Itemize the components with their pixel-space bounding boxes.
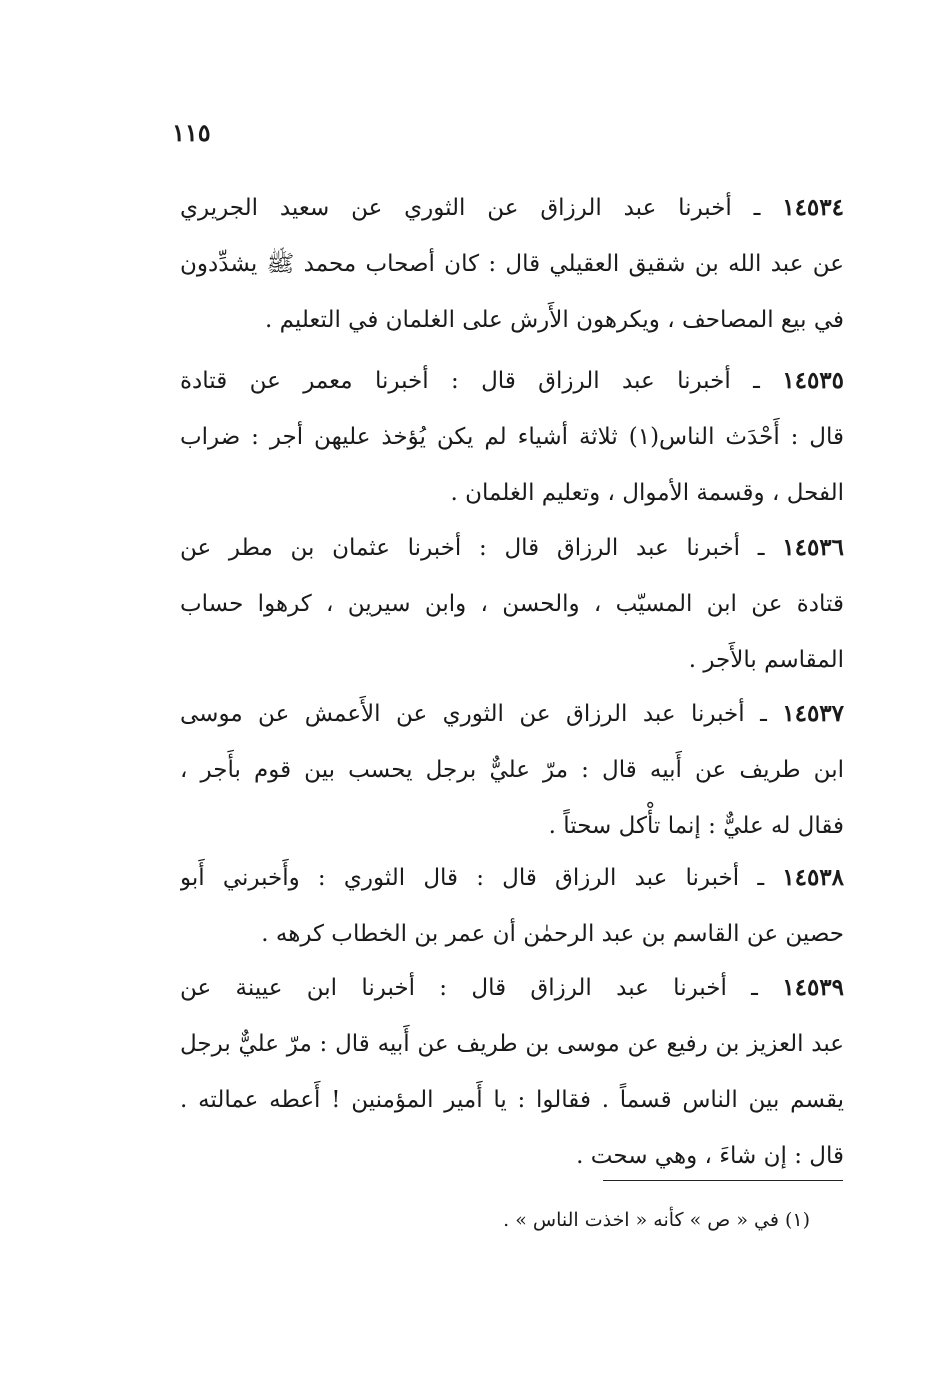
line-text: فقال له عليٌّ : إنما تأْكل سحتاً . <box>548 813 844 839</box>
entry-line <box>180 409 844 465</box>
footnote: (١) في « ص » كأنه « اخذت الناس » . <box>503 1209 810 1231</box>
entry-line <box>180 686 844 742</box>
line-text: ابن طريف عن أَبيه قال : مرّ عليٌّ برجل يحسب بين قوم بأَجر ، <box>180 757 844 783</box>
entry-line <box>180 960 844 1016</box>
entry-line <box>180 465 844 521</box>
line-text: عبد العزيز بن رفيع عن موسى بن طريف عن أَبيه قال : مرّ عليٌّ برجل <box>180 1031 844 1057</box>
hadith-entry-14536 <box>180 520 844 688</box>
hadith-number: ١٤٥٣٧ <box>782 700 844 727</box>
hadith-number: ١٤٥٣٤ <box>782 194 844 221</box>
footnote-separator <box>603 1180 843 1181</box>
hadith-number: ١٤٥٣٦ <box>782 534 844 561</box>
entry-line <box>180 1072 844 1128</box>
hadith-number: ١٤٥٣٨ <box>782 864 844 891</box>
entry-line <box>180 292 844 348</box>
line-text: المقاسم بالأَجر . <box>688 647 844 673</box>
hadith-entry-14535 <box>180 353 844 521</box>
hadith-dash: ـ <box>751 975 758 1001</box>
hadith-dash: ـ <box>760 701 767 727</box>
entry-line <box>180 1016 844 1072</box>
line-text: الفحل ، وقسمة الأموال ، وتعليم الغلمان . <box>450 480 844 506</box>
entry-line <box>180 353 844 409</box>
line-text: قال : إن شاءَ ، وهي سحت . <box>576 1143 844 1169</box>
page-number: ١١٥ <box>172 118 211 147</box>
hadith-dash: ـ <box>757 865 765 891</box>
hadith-entry-14539 <box>180 960 844 1184</box>
hadith-number: ١٤٥٣٩ <box>782 974 844 1001</box>
entry-line <box>180 906 844 962</box>
entry-line <box>180 520 844 576</box>
hadith-entry-14534 <box>180 180 844 348</box>
line-text: أخبرنا عبد الرزاق قال : قال الثوري : وأَخبرني أَبو <box>180 865 740 891</box>
entry-line <box>180 180 844 236</box>
line-text: قتادة عن ابن المسيّب ، والحسن ، وابن سيرين ، كرهوا حساب <box>180 591 844 617</box>
hadith-entry-14537 <box>180 686 844 854</box>
line-text: قال : أَحْدَث الناس(١) ثلاثة أشياء لم يكن يُؤخذ عليهن أجر : ضراب <box>180 424 844 450</box>
line-text: يقسم بين الناس قسماً . فقالوا : يا أَمير المؤمنين ! أَعطه عمالته . <box>180 1087 844 1113</box>
line-text: أخبرنا عبد الرزاق قال : أخبرنا عثمان بن مطر عن <box>180 535 741 561</box>
entry-line <box>180 236 844 292</box>
hadith-entry-14538 <box>180 850 844 962</box>
line-text: أخبرنا عبد الرزاق عن الثوري عن سعيد الجريري <box>180 195 732 221</box>
entry-line <box>180 798 844 854</box>
entry-line <box>180 632 844 688</box>
entry-line <box>180 742 844 798</box>
line-text: أخبرنا عبد الرزاق عن الثوري عن الأَعمش عن موسى <box>180 701 745 727</box>
line-text: في بيع المصاحف ، ويكرهون الأَرش على الغلمان في التعليم . <box>264 307 844 333</box>
entry-line <box>180 850 844 906</box>
hadith-dash: ـ <box>753 368 760 394</box>
hadith-dash: ـ <box>757 535 765 561</box>
entry-line <box>180 576 844 632</box>
hadith-dash: ـ <box>753 195 761 221</box>
hadith-number: ١٤٥٣٥ <box>782 367 844 394</box>
line-text: أخبرنا عبد الرزاق قال : أخبرنا ابن عيينة عن <box>180 975 727 1001</box>
line-text: عن عبد الله بن شقيق العقيلي قال : كان أصحاب محمد ﷺ يشدِّدون <box>180 251 844 277</box>
line-text: حصين عن القاسم بن عبد الرحمٰن أن عمر بن الخطاب كرهه . <box>261 921 844 947</box>
entry-line <box>180 1128 844 1184</box>
line-text: أخبرنا عبد الرزاق قال : أخبرنا معمر عن قتادة <box>180 368 731 394</box>
